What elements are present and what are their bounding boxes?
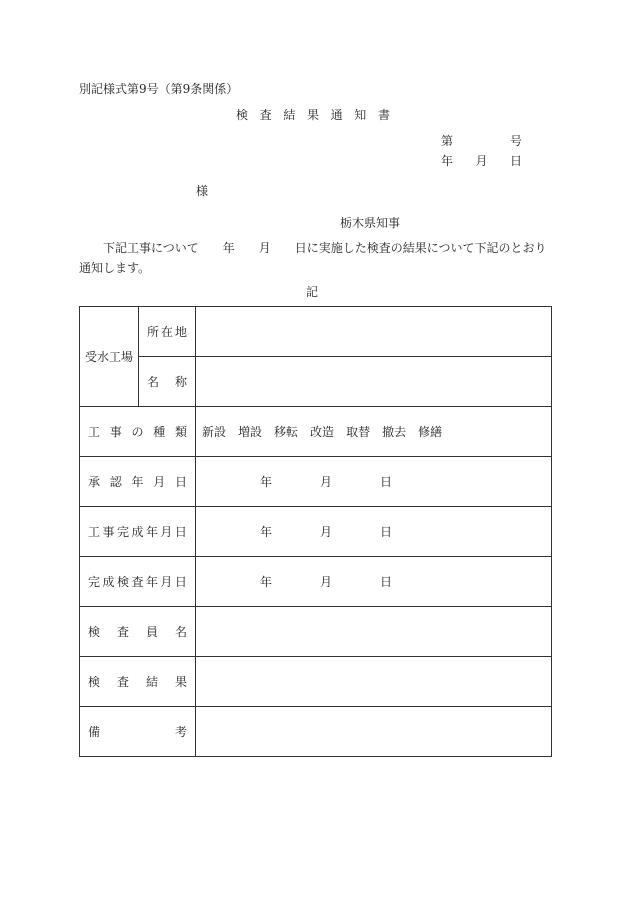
type-option[interactable]: 新設 bbox=[202, 425, 227, 439]
form-reference: 別記様式第9号（第9条関係） bbox=[79, 82, 239, 96]
addressee: 様 bbox=[196, 184, 209, 198]
name-value[interactable] bbox=[196, 357, 552, 407]
label-char: 日 bbox=[174, 575, 187, 589]
label-char: 年 bbox=[145, 575, 158, 589]
label-char: 所 bbox=[147, 325, 160, 339]
location-value[interactable] bbox=[196, 307, 552, 357]
label-char: の bbox=[131, 425, 144, 439]
title-char: 通 bbox=[330, 108, 343, 122]
label-char: 成 bbox=[131, 525, 144, 539]
label-char: 名 bbox=[147, 375, 160, 389]
inspection-result-table bbox=[79, 306, 552, 757]
type-option[interactable]: 取替 bbox=[346, 425, 371, 439]
date-year: 年 bbox=[260, 475, 273, 489]
table-row bbox=[80, 457, 552, 507]
table-row bbox=[80, 357, 552, 407]
issuer: 栃木県知事 bbox=[340, 216, 401, 230]
label-char: 査 bbox=[116, 625, 129, 639]
label-char: 承 bbox=[88, 475, 101, 489]
number-suffix: 号 bbox=[509, 134, 522, 148]
label-char: 検 bbox=[88, 675, 101, 689]
name-label bbox=[139, 357, 196, 407]
label-char: 年 bbox=[131, 475, 144, 489]
label-char: 在 bbox=[160, 325, 173, 339]
type-option[interactable]: 移転 bbox=[274, 425, 299, 439]
label-char: 完 bbox=[88, 575, 101, 589]
title-char: 書 bbox=[377, 108, 390, 122]
completion-date-label bbox=[80, 507, 196, 557]
approval-date-value[interactable] bbox=[196, 457, 552, 507]
type-label bbox=[80, 407, 196, 457]
date-year: 年 bbox=[441, 154, 454, 168]
label-char: 称 bbox=[174, 375, 187, 389]
label-char: 結 bbox=[145, 675, 158, 689]
label-char: 月 bbox=[160, 525, 173, 539]
title-char: 結 bbox=[283, 108, 296, 122]
date-year: 年 bbox=[260, 575, 273, 589]
label-char: 地 bbox=[174, 325, 187, 339]
completion-date-value[interactable] bbox=[196, 507, 552, 557]
label-char: 工 bbox=[88, 525, 101, 539]
label-char: 検 bbox=[88, 625, 101, 639]
body-text: 下記工事について 年 月 日に実施した検査の結果について下記のとおり通知します。 bbox=[79, 241, 547, 275]
table-row bbox=[80, 707, 552, 757]
number-prefix: 第 bbox=[441, 134, 454, 148]
label-char: 完 bbox=[116, 525, 129, 539]
date-year: 年 bbox=[260, 525, 273, 539]
label-char: 成 bbox=[102, 575, 115, 589]
table-row bbox=[80, 407, 552, 457]
label-char: 月 bbox=[160, 575, 173, 589]
title-char: 検 bbox=[236, 108, 249, 122]
label-char: 年 bbox=[145, 525, 158, 539]
inspector-label bbox=[80, 607, 196, 657]
table-row bbox=[80, 557, 552, 607]
type-option[interactable]: 改造 bbox=[310, 425, 335, 439]
date-day: 日 bbox=[380, 525, 393, 539]
table-row bbox=[80, 507, 552, 557]
date-month: 月 bbox=[475, 154, 488, 168]
label-char: 日 bbox=[174, 525, 187, 539]
remarks-value[interactable] bbox=[196, 707, 552, 757]
label-char: 検 bbox=[116, 575, 129, 589]
table-row bbox=[80, 607, 552, 657]
inspection-date-label bbox=[80, 557, 196, 607]
title-char: 査 bbox=[259, 108, 272, 122]
label-char: 認 bbox=[109, 475, 122, 489]
document-number bbox=[441, 132, 522, 149]
type-option[interactable]: 修繕 bbox=[418, 425, 443, 439]
label-char: 員 bbox=[145, 625, 158, 639]
date-month: 月 bbox=[320, 525, 333, 539]
type-option[interactable]: 増設 bbox=[238, 425, 263, 439]
label-char: 査 bbox=[116, 675, 129, 689]
title-char: 果 bbox=[306, 108, 319, 122]
label-char: 果 bbox=[174, 675, 187, 689]
type-options bbox=[196, 407, 552, 457]
title-char: 知 bbox=[354, 108, 367, 122]
date-month: 月 bbox=[320, 475, 333, 489]
label-char: 名 bbox=[174, 625, 187, 639]
date-month: 月 bbox=[320, 575, 333, 589]
location-label bbox=[139, 307, 196, 357]
result-label bbox=[80, 657, 196, 707]
date-day: 日 bbox=[509, 154, 522, 168]
date-day: 日 bbox=[380, 575, 393, 589]
result-value[interactable] bbox=[196, 657, 552, 707]
table-row bbox=[80, 307, 552, 357]
label-char: 考 bbox=[174, 725, 187, 739]
label-char: 種 bbox=[153, 425, 166, 439]
label-char: 事 bbox=[102, 525, 115, 539]
type-option[interactable]: 撤去 bbox=[382, 425, 407, 439]
inspector-value[interactable] bbox=[196, 607, 552, 657]
document-date bbox=[441, 152, 522, 169]
date-day: 日 bbox=[380, 475, 393, 489]
label-char: 日 bbox=[174, 475, 187, 489]
remarks-label bbox=[80, 707, 196, 757]
label-char: 事 bbox=[109, 425, 122, 439]
label-char: 査 bbox=[131, 575, 144, 589]
ki-marker: 記 bbox=[306, 285, 319, 299]
approval-date-label bbox=[80, 457, 196, 507]
label-char: 月 bbox=[153, 475, 166, 489]
label-char: 備 bbox=[88, 725, 101, 739]
document-title bbox=[236, 106, 390, 123]
label-char: 工 bbox=[88, 425, 101, 439]
juyou-label: 受水工場 bbox=[80, 307, 139, 407]
table-row bbox=[80, 657, 552, 707]
label-char: 類 bbox=[174, 425, 187, 439]
inspection-date-value[interactable] bbox=[196, 557, 552, 607]
